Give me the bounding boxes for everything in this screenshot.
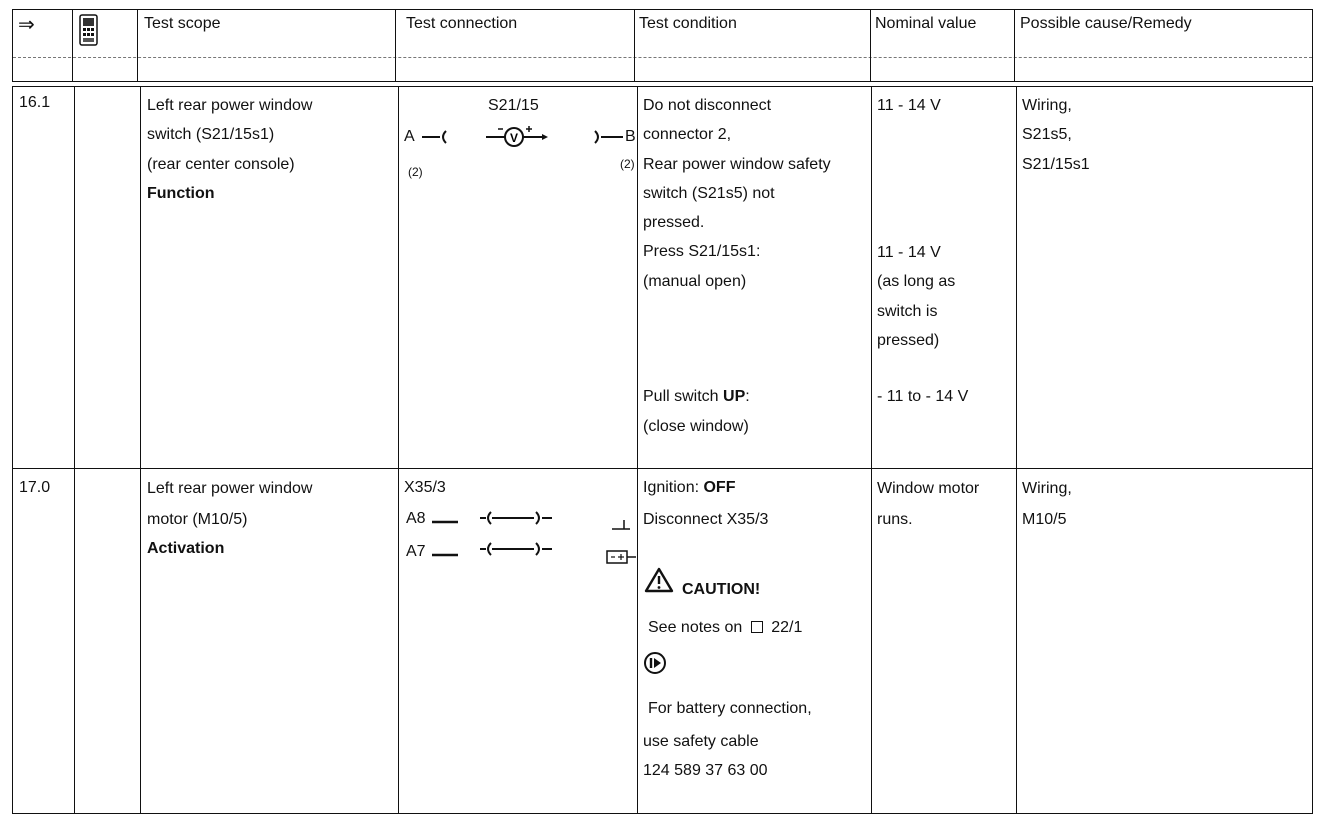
condition-line: Rear power window safety (643, 155, 831, 173)
nominal-line: Window motor (877, 480, 980, 497)
condition-text: See notes on (648, 619, 743, 636)
nominal-line: runs. (877, 511, 913, 528)
row-divider (12, 468, 1313, 469)
col-divider (140, 86, 141, 814)
nominal-value: 11 - 14 V (877, 97, 941, 114)
scope-line: (rear center console) (147, 155, 295, 173)
pin-label-b: B (625, 128, 636, 145)
nominal-value-block (877, 473, 979, 535)
pin-label: A8 (406, 510, 426, 527)
col-divider (1014, 9, 1015, 82)
nominal-value: - 11 to - 14 V (877, 388, 969, 405)
header-divider (13, 57, 1312, 58)
scope-type: Activation (147, 540, 225, 557)
pin-label-a: A (404, 128, 415, 145)
warning-triangle-icon (645, 566, 675, 594)
col-divider (74, 86, 75, 814)
column-header-test-connection: Test connection (406, 15, 518, 32)
book-reference-icon (751, 621, 763, 633)
col-divider (137, 9, 138, 82)
component-label: S21/15 (488, 97, 539, 114)
test-condition (643, 91, 831, 296)
arrow-symbol: ⇒ (18, 14, 35, 36)
condition-pull-switch (643, 387, 750, 407)
col-divider (634, 9, 635, 82)
adapter-lead-icon (478, 541, 558, 557)
col-divider (395, 9, 396, 82)
condition-line: Do not disconnect (643, 97, 772, 114)
connector-number: (2) (408, 165, 423, 179)
condition-line: pressed. (643, 214, 705, 232)
wire-icon (430, 550, 460, 560)
condition-text: Ignition: (643, 479, 704, 496)
caution-label: CAUTION! (682, 581, 761, 598)
remedy-line: Wiring, (1022, 480, 1072, 497)
remedy-line: S21/15s1 (1022, 155, 1090, 173)
scope-line: Left rear power window (147, 97, 313, 114)
nominal-line: switch is (877, 302, 938, 320)
nominal-line: (as long as (877, 273, 956, 291)
connector-number: (2) (620, 157, 635, 171)
page-reference: 22/1 (771, 619, 803, 636)
condition-text: Pull switch (643, 388, 724, 405)
condition-line: 124 589 37 63 00 (643, 762, 768, 779)
scope-type: Function (147, 184, 215, 202)
adapter-lead-icon (478, 510, 558, 526)
possible-cause (1022, 91, 1090, 179)
meter-letter: V (509, 131, 519, 145)
col-divider (637, 86, 638, 814)
column-header-possible-cause: Possible cause/Remedy (1020, 15, 1192, 32)
condition-line: use safety cable (643, 733, 759, 750)
condition-keyword: OFF (703, 479, 736, 496)
condition-line: (close window) (643, 418, 749, 435)
col-divider (871, 86, 872, 814)
condition-ignition (643, 478, 735, 498)
tester-icon (79, 14, 99, 48)
pin-label: A7 (406, 543, 426, 560)
col-divider (870, 9, 871, 82)
scope-line: Left rear power window (147, 480, 313, 497)
remedy-line: Wiring, (1022, 97, 1072, 114)
column-header-nominal-value: Nominal value (875, 15, 977, 32)
condition-line: Disconnect X35/3 (643, 511, 769, 528)
remedy-line: S21s5, (1022, 126, 1072, 144)
condition-line: connector 2, (643, 126, 732, 144)
column-header-test-condition: Test condition (639, 15, 737, 32)
test-scope (147, 473, 312, 564)
step-number: 16.1 (19, 94, 51, 111)
condition-line: Press S21/15s1: (643, 243, 761, 261)
condition-line: switch (S21s5) not (643, 184, 775, 202)
condition-text: : (745, 388, 750, 405)
column-header-test-scope: Test scope (144, 15, 221, 32)
nominal-line: pressed) (877, 331, 940, 349)
wire-icon (430, 517, 460, 527)
step-number: 17.0 (19, 479, 51, 496)
probe-left-icon (420, 127, 450, 147)
condition-line: For battery connection, (648, 700, 812, 717)
nominal-line: 11 - 14 V (877, 244, 941, 261)
possible-cause (1022, 473, 1072, 535)
nominal-value-block (877, 238, 955, 355)
test-scope (147, 91, 312, 208)
col-divider (72, 9, 73, 82)
condition-keyword: UP (723, 388, 746, 405)
condition-line: (manual open) (643, 272, 747, 290)
col-divider (1016, 86, 1017, 814)
probe-right-icon (593, 127, 627, 147)
remedy-line: M10/5 (1022, 511, 1067, 528)
battery-icon (604, 517, 638, 569)
col-divider (398, 86, 399, 814)
component-label: X35/3 (404, 479, 446, 496)
scope-line: motor (M10/5) (147, 511, 248, 528)
voltmeter-icon (484, 124, 556, 150)
scope-line: switch (S21/15s1) (147, 126, 275, 144)
see-notes (648, 618, 802, 638)
note-icon (643, 651, 669, 677)
